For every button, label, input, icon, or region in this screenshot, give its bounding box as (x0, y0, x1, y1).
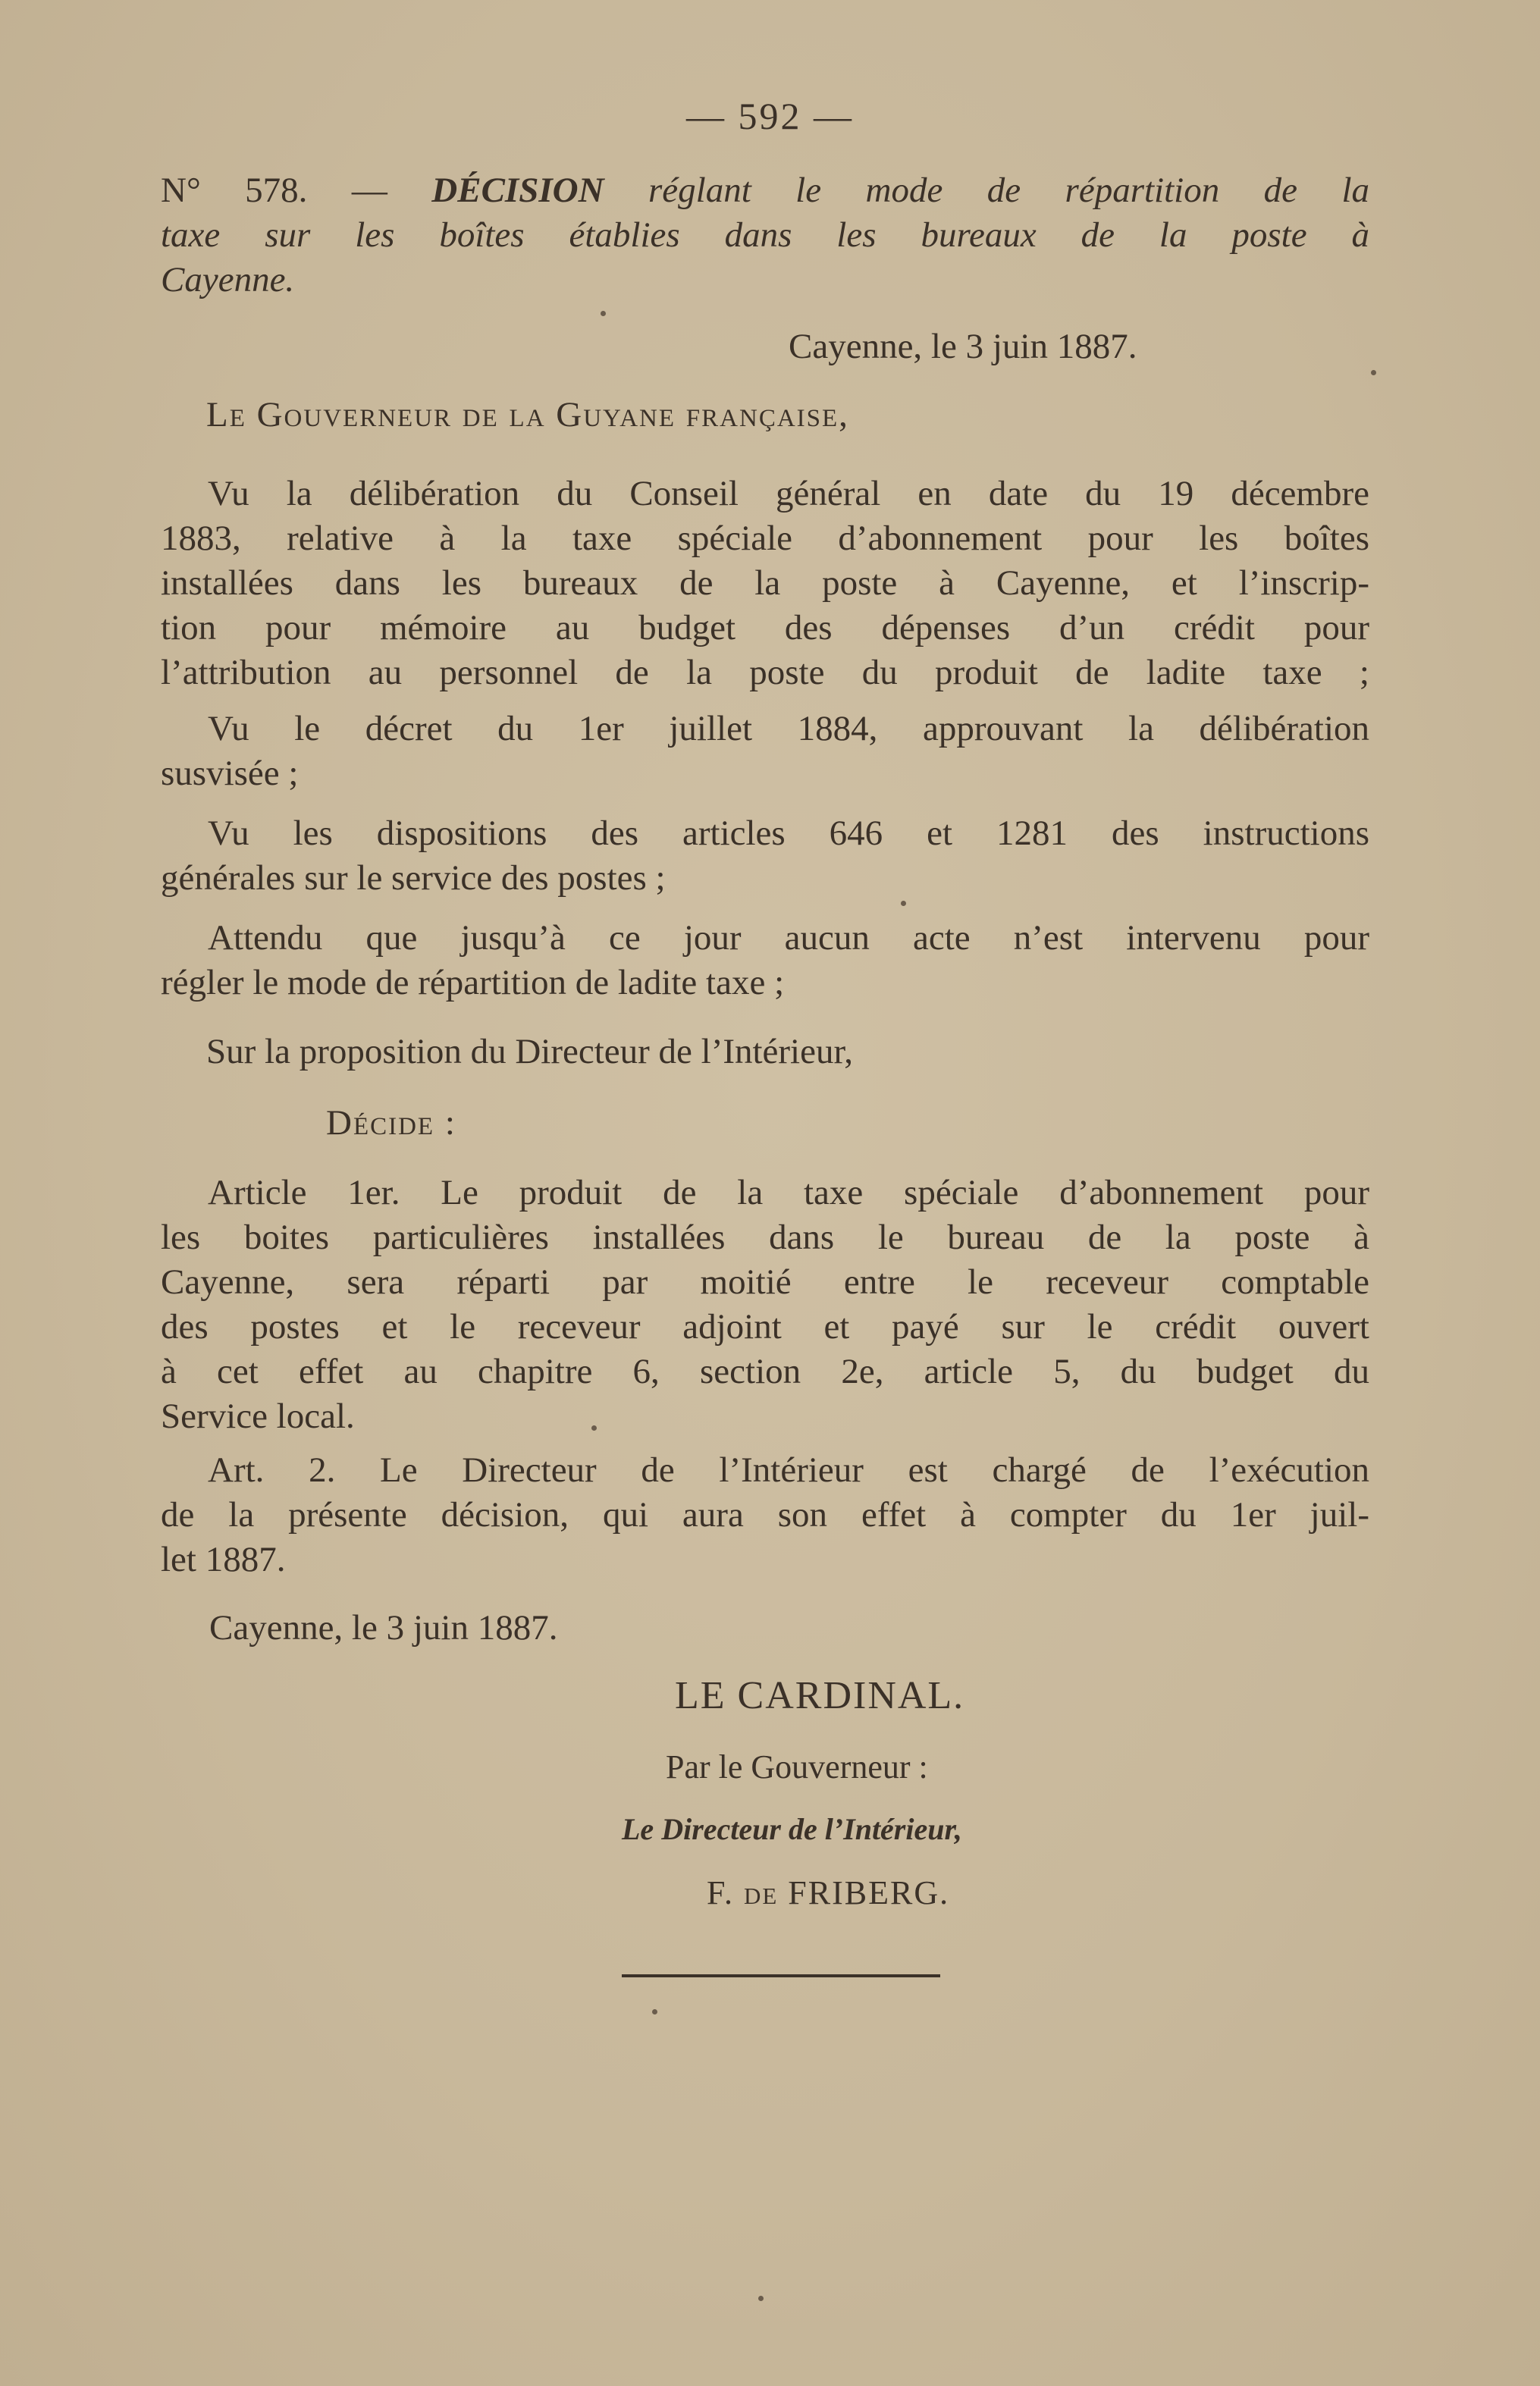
heading-line-2: taxe sur les boîtes établies dans les bureaux de la poste à (161, 215, 1369, 255)
paper-speck (652, 2009, 657, 2014)
page-number: — 592 — (686, 95, 854, 137)
heading-line-3: Cayenne. (161, 260, 295, 299)
a2-line-1: Art. 2. Le Directeur de l’Intérieur est chargé de l’exécution (208, 1450, 1369, 1490)
signature-par: Par le Gouverneur : (666, 1748, 928, 1786)
signature-title: Le Directeur de l’Intérieur, (622, 1812, 962, 1846)
p2-line-1: Vu le décret du 1er juillet 1884, approuvant la délibération (208, 709, 1369, 748)
p3-line-1: Vu les dispositions des articles 646 et 1281 des instructions (208, 814, 1369, 853)
p3-line-2: générales sur le service des postes ; (161, 858, 666, 898)
date-bottom: Cayenne, le 3 juin 1887. (209, 1608, 558, 1648)
p1-line-4: tion pour mémoire au budget des dépenses d’un crédit pour (161, 608, 1369, 647)
a1-line-2: les boites particulières installées dans le bureau de la poste à (161, 1218, 1369, 1257)
a1-line-6: Service local. (161, 1397, 355, 1436)
p1-line-3: installées dans les bureaux de la poste à Cayenne, et l’inscrip- (161, 563, 1369, 603)
p1-line-2: 1883, relative à la taxe spéciale d’abonnement pour les boîtes (161, 519, 1369, 558)
governor-line: Le Gouverneur de la Guyane française, (206, 395, 849, 434)
p1-line-1: Vu la délibération du Conseil général en date du 19 décembre (208, 474, 1369, 513)
paper-speck (1371, 370, 1376, 375)
signature-name: LE CARDINAL. (675, 1674, 965, 1717)
paper-speck (591, 1425, 597, 1431)
date-top: Cayenne, le 3 juin 1887. (789, 327, 1137, 366)
paper-speck (758, 2296, 764, 2301)
paragraph-deliberation (161, 472, 1369, 695)
p1-line-5: l’attribution au personnel de la poste du produit de ladite taxe ; (161, 653, 1369, 692)
a1-line-3: Cayenne, sera réparti par moitié entre le receveur comptable (161, 1262, 1369, 1302)
paragraph-proposition: Sur la proposition du Directeur de l’Intérieur, (206, 1032, 853, 1071)
paragraph-attendu (161, 916, 1369, 1005)
p4-line-1: Attendu que jusqu’à ce jour aucun acte n’est intervenu pour (208, 918, 1369, 958)
paper-speck (601, 311, 606, 316)
a1-line-4: des postes et le receveur adjoint et payé sur le crédit ouvert (161, 1307, 1369, 1347)
heading-line-1: N° 578. — DÉCISION réglant le mode de répartition de la (161, 171, 1370, 210)
paragraph-dispositions (161, 811, 1369, 901)
decide-heading: Décide : (326, 1103, 456, 1143)
closing-rule (622, 1974, 940, 1977)
decision-heading (161, 168, 1369, 303)
a2-line-3: let 1887. (161, 1540, 286, 1579)
paper-speck (901, 901, 906, 906)
p4-line-2: régler le mode de répartition de ladite taxe ; (161, 963, 785, 1002)
p2-line-2: susvisée ; (161, 754, 299, 793)
signature-director: F. de FRIBERG. (707, 1874, 950, 1911)
a1-line-5: à cet effet au chapitre 6, section 2e, article 5, du budget du (161, 1352, 1369, 1391)
article-1 (161, 1171, 1369, 1439)
article-2 (161, 1448, 1369, 1582)
a1-line-1: Article 1er. Le produit de la taxe spéciale d’abonnement pour (208, 1173, 1369, 1212)
paragraph-decret (161, 707, 1369, 796)
a2-line-2: de la présente décision, qui aura son effet à compter du 1er juil- (161, 1495, 1369, 1535)
